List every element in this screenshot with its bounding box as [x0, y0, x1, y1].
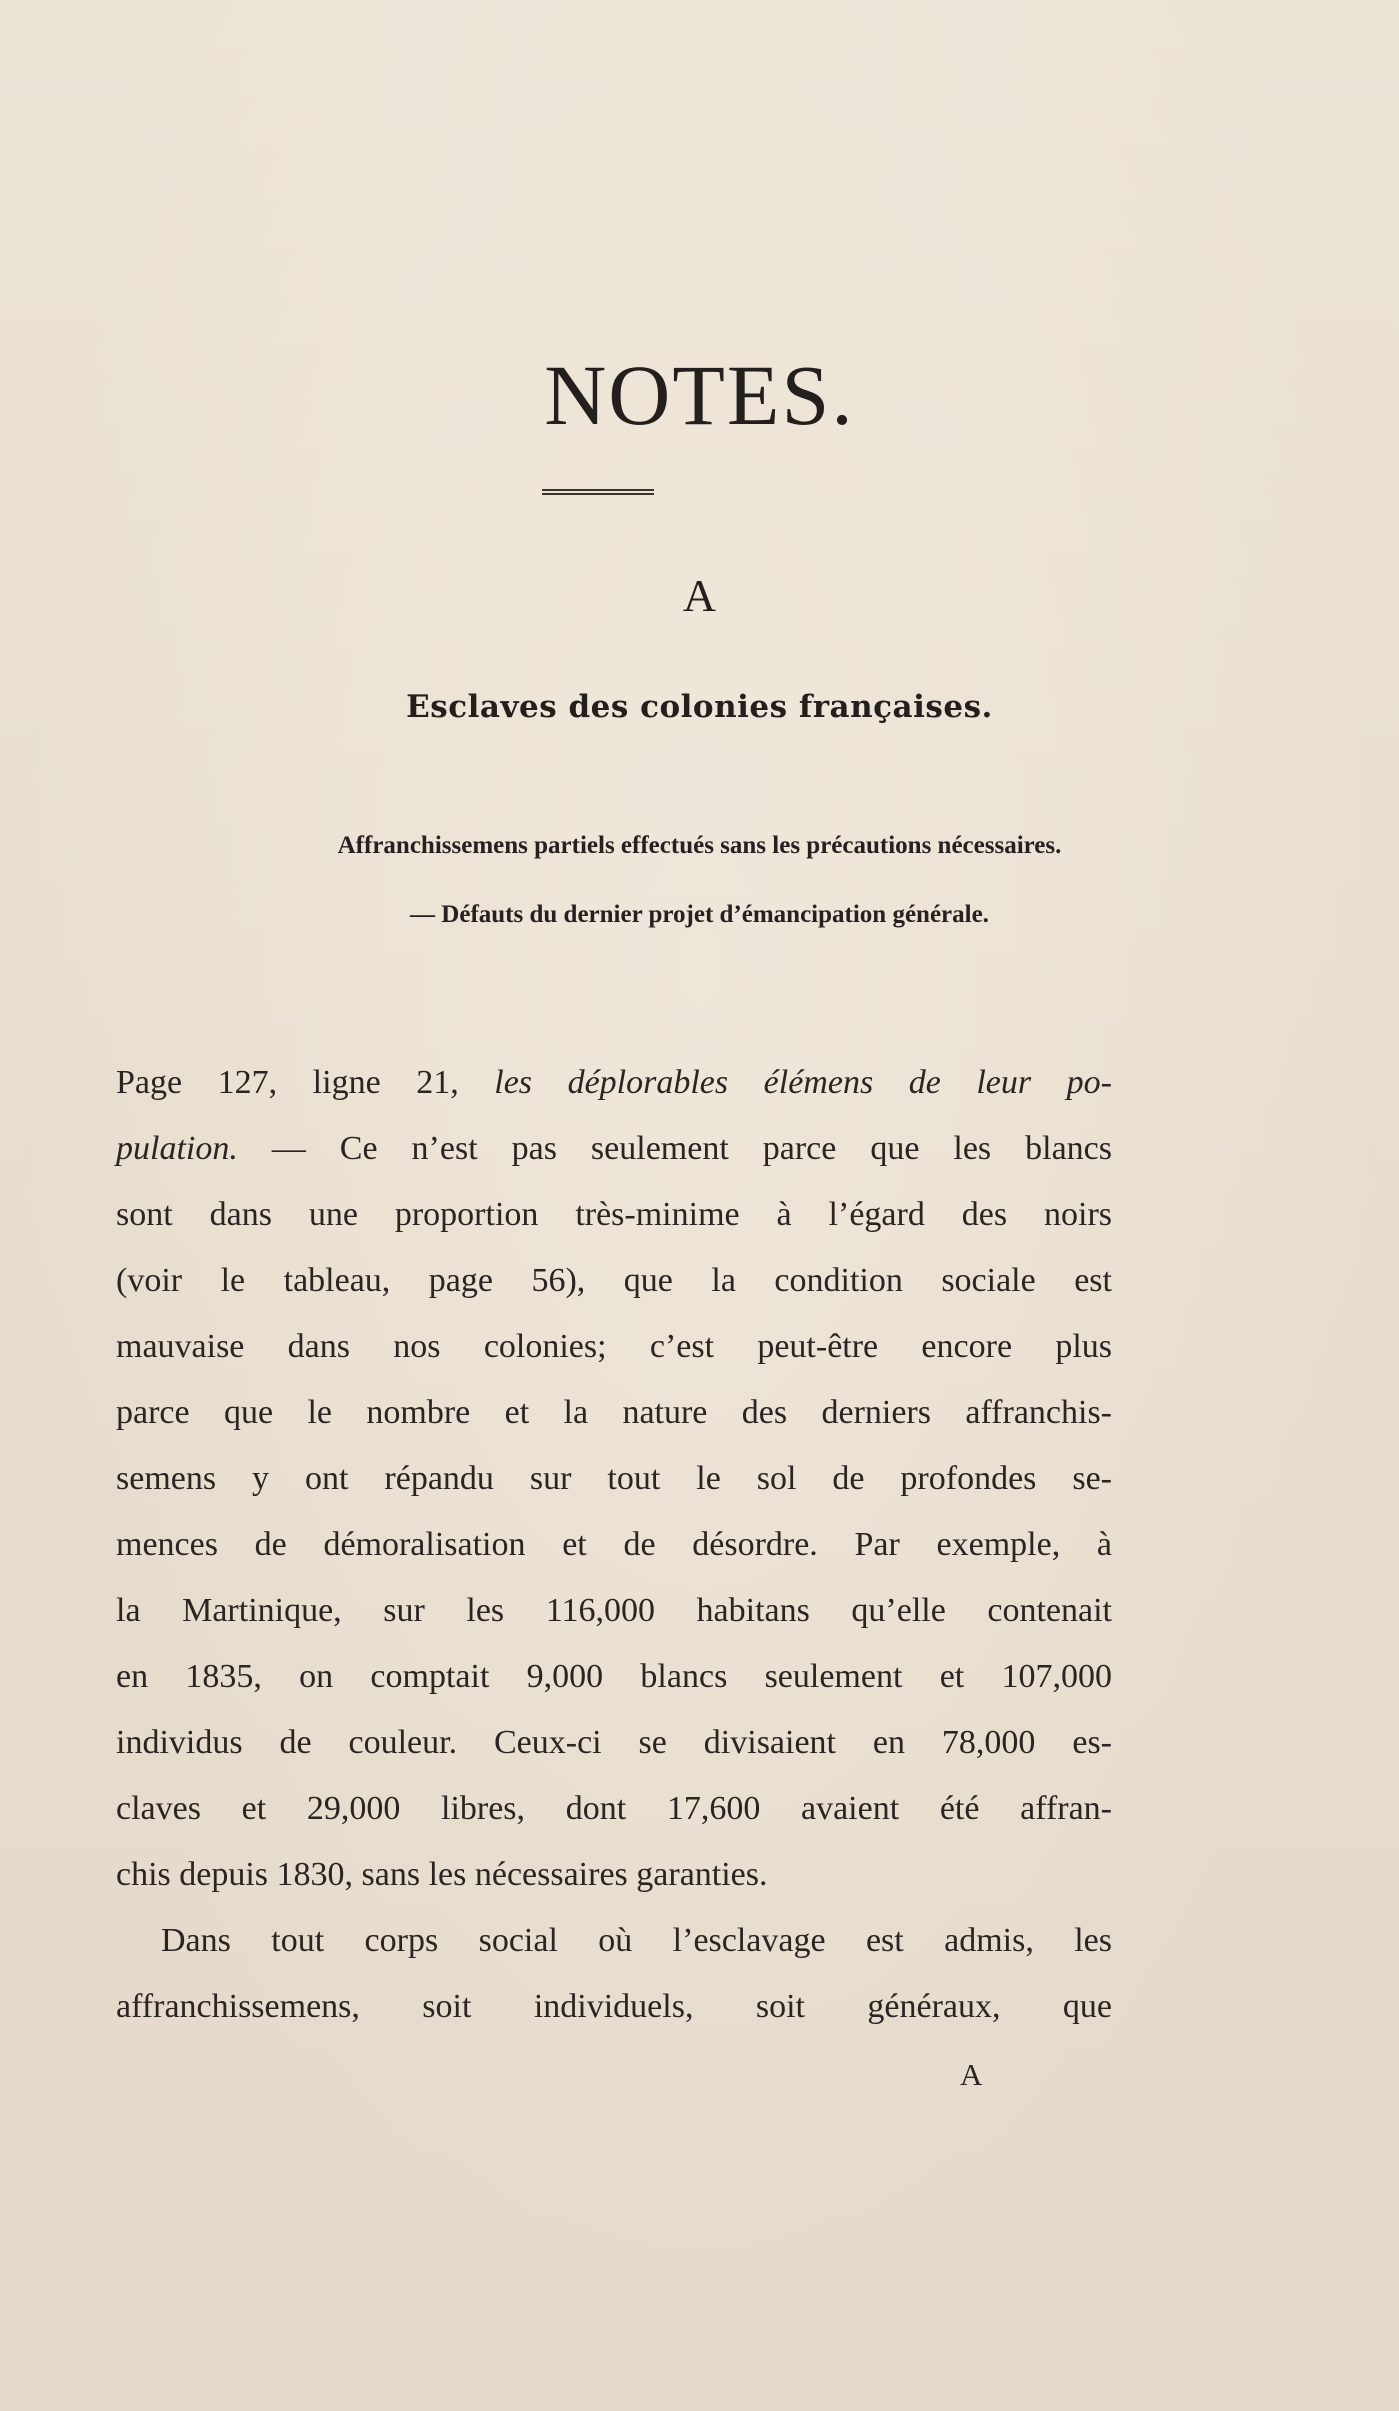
body-line-8: mences de démoralisation et de désordre. Par exemple, à	[116, 1526, 1112, 1563]
body-line-9: la Martinique, sur les 116,000 habitans qu’elle contenait	[116, 1592, 1112, 1629]
paragraph-2-line-1: Dans tout corps social où l’esclavage est admis, les	[161, 1922, 1112, 1959]
body-line-7: semens y ont répandu sur tout le sol de profondes se-	[116, 1460, 1112, 1497]
body-line-5: mauvaise dans nos colonies; c’est peut-être encore plus	[116, 1328, 1112, 1365]
body-line-11: individus de couleur. Ceux-ci se divisaient en 78,000 es-	[116, 1724, 1112, 1761]
reference-text: Page 127, ligne 21,	[116, 1064, 459, 1101]
summary-line-1: Affranchissemens partiels effectués sans les précautions nécessaires.	[337, 832, 1062, 859]
body-line-2	[116, 1116, 1112, 1182]
paragraph-2-line-2: affranchissemens, soit individuels, soit généraux, que	[116, 1988, 1112, 2025]
body-line-6: parce que le nombre et la nature des derniers affranchis-	[116, 1394, 1112, 1431]
double-rule-divider	[542, 489, 654, 495]
body-line-2-text: — Ce n’est pas seulement parce que les blancs	[271, 1130, 1112, 1167]
page-heading: NOTES.	[544, 347, 855, 443]
body-line-10: en 1835, on comptait 9,000 blancs seulement et 107,000	[116, 1658, 1112, 1695]
body-line-13: chis depuis 1830, sans les nécessaires garanties.	[116, 1856, 768, 1893]
body-line-3: sont dans une proportion très-minime à l’égard des noirs	[116, 1196, 1112, 1233]
quoted-phrase-end: pulation.	[116, 1130, 238, 1167]
body-line-4: (voir le tableau, page 56), que la condition sociale est	[116, 1262, 1112, 1299]
summary-line-2: — Défauts du dernier projet d’émancipation générale.	[410, 901, 989, 928]
body-line-12: claves et 29,000 libres, dont 17,600 avaient été affran-	[116, 1790, 1112, 1827]
section-letter: A	[682, 570, 717, 621]
section-title: Esclaves des colonies françaises.	[406, 689, 993, 725]
body-line-1	[116, 1050, 1112, 1116]
signature-mark: A	[960, 2057, 983, 2092]
quoted-phrase: les déplorables élémens de leur po-	[494, 1064, 1112, 1101]
